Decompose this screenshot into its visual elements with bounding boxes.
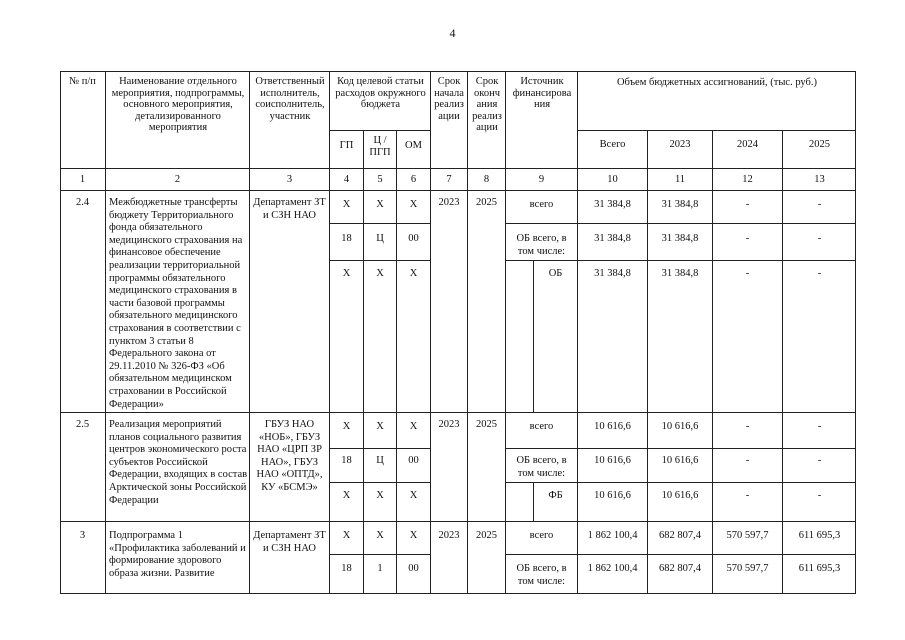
amount-total: 10 616,6 <box>594 455 631 466</box>
amount-2025: - <box>817 233 822 244</box>
code-om: Х <box>409 490 418 501</box>
header-source: Источник финансирова ния <box>512 76 572 110</box>
col-number: 12 <box>742 174 753 185</box>
code-gp: Х <box>342 490 351 501</box>
code-om: Х <box>409 530 418 541</box>
funding-source: ОБ всего, в том числе: <box>516 563 567 587</box>
amount-total: 31 384,8 <box>594 199 631 210</box>
col-number: 9 <box>538 174 545 185</box>
funding-source: всего <box>529 199 554 210</box>
row-executor: Департамент ЗТ и СЗН НАО <box>253 197 326 221</box>
page-number: 4 <box>449 26 456 40</box>
code-om: Х <box>409 268 418 279</box>
funding-source: ФБ <box>548 490 563 501</box>
amount-2025: - <box>817 199 822 210</box>
funding-source: ОБ всего, в том числе: <box>516 455 567 479</box>
header-2023: 2023 <box>669 139 691 150</box>
header-num: № п/п <box>69 76 96 87</box>
amount-2025: 611 695,3 <box>798 563 841 574</box>
amount-2023: 31 384,8 <box>661 199 699 210</box>
col-number: 6 <box>410 174 417 185</box>
col-number: 3 <box>286 174 293 185</box>
col-number: 11 <box>674 174 686 185</box>
header-gp: ГП <box>339 140 354 151</box>
amount-2024: - <box>745 421 750 432</box>
amount-2023: 10 616,6 <box>661 490 699 501</box>
funding-source: ОБ <box>548 268 563 279</box>
amount-2023: 682 807,4 <box>659 563 701 574</box>
row-end-year: 2025 <box>476 419 497 430</box>
header-start: Срок начала реализ ации <box>434 76 464 122</box>
amount-total: 31 384,8 <box>594 233 631 244</box>
code-om: 00 <box>408 233 419 244</box>
row-number: 2.5 <box>75 419 90 430</box>
amount-total: 10 616,6 <box>594 490 631 501</box>
row-executor: ГБУЗ НАО «НОБ», ГБУЗ НАО «ЦРП ЗР НАО», ГБУЗ НАО «ОПТД», КУ «БСМЭ» <box>256 419 323 493</box>
row-start-year: 2023 <box>438 419 460 430</box>
col-number: 5 <box>377 174 383 185</box>
row-end-year: 2025 <box>476 197 497 208</box>
header-2024: 2024 <box>737 139 758 150</box>
code-gp: Х <box>342 530 351 541</box>
code-gp: 18 <box>341 233 352 244</box>
amount-2025: - <box>817 455 822 466</box>
code-gp: 18 <box>341 563 352 574</box>
code-c: Х <box>376 530 384 541</box>
header-2025: 2025 <box>809 139 830 150</box>
code-c: Х <box>376 199 384 210</box>
amount-2025: - <box>817 268 822 279</box>
code-gp: Х <box>342 199 351 210</box>
amount-2024: - <box>745 268 750 279</box>
amount-total: 31 384,8 <box>594 268 631 279</box>
amount-2024: 570 597,7 <box>726 530 769 541</box>
row-number: 2.4 <box>75 197 90 208</box>
amount-2023: 31 384,8 <box>661 268 699 279</box>
code-om: Х <box>409 199 418 210</box>
col-number: 10 <box>607 174 618 185</box>
header-executor: Ответственный исполнитель, соисполнитель, участник <box>255 76 325 122</box>
row-number: 3 <box>79 530 86 541</box>
code-gp: Х <box>342 421 351 432</box>
header-om: ОМ <box>405 140 422 151</box>
amount-2025: 611 695,3 <box>798 530 841 541</box>
row-end-year: 2025 <box>476 530 497 541</box>
amount-2024: 570 597,7 <box>726 563 769 574</box>
code-gp: 18 <box>341 455 352 466</box>
amount-2024: - <box>745 199 750 210</box>
amount-total: 1 862 100,4 <box>587 563 638 574</box>
funding-source: ОБ всего, в том числе: <box>516 233 567 257</box>
amount-2023: 10 616,6 <box>661 421 699 432</box>
budget-table <box>60 71 856 594</box>
header-c-pgp: Ц / ПГП <box>369 135 391 158</box>
code-c: Х <box>376 421 384 432</box>
code-c: Ц <box>376 233 384 244</box>
code-c: 1 <box>377 563 383 574</box>
code-gp: Х <box>342 268 351 279</box>
amount-total: 1 862 100,4 <box>587 530 638 541</box>
header-name: Наименование отдельного мероприятия, подпрограммы, основного мероприятия, детализированного мероприятия <box>111 76 245 133</box>
amount-2025: - <box>817 490 822 501</box>
code-om: Х <box>409 421 418 432</box>
col-number: 8 <box>483 174 490 185</box>
amount-2023: 10 616,6 <box>661 455 699 466</box>
funding-source: всего <box>529 421 554 432</box>
col-number: 4 <box>343 174 350 185</box>
header-budget-group: Объем бюджетных ассигнований, (тыс. руб.) <box>616 77 818 88</box>
amount-2024: - <box>745 455 750 466</box>
col-number: 13 <box>814 174 825 185</box>
row-executor: Департамент ЗТ и СЗН НАО <box>253 530 326 554</box>
code-c: Х <box>376 268 384 279</box>
col-number: 7 <box>446 174 452 185</box>
header-code-group: Код целевой статьи расходов окружного бюджета <box>335 76 426 110</box>
code-om: 00 <box>408 563 419 574</box>
code-c: Х <box>376 490 384 501</box>
row-name: Межбюджетные трансферты бюджету Территориального фонда обязательного медицинского страхования на финансовое обеспечение реализации территориальной программы обязательного медицинского страхования в части базовой программы обязательного медицинского страхования в соответствии с пунктом 3 статьи 8 Федерального закона от 29.11.2010 № 326-ФЗ «Об обязательном медицинском страховании в Российской Федерации» <box>109 197 243 410</box>
amount-total: 10 616,6 <box>594 421 631 432</box>
amount-2024: - <box>745 490 750 501</box>
col-number: 2 <box>174 174 181 185</box>
row-start-year: 2023 <box>438 530 460 541</box>
amount-2023: 682 807,4 <box>659 530 701 541</box>
amount-2023: 31 384,8 <box>661 233 699 244</box>
row-name: Реализация мероприятий планов социального развития центров экономического роста субъектов Российской Федерации, входящих в состав Арктической зоны Российской Федерации <box>109 419 248 506</box>
funding-source: всего <box>529 530 554 541</box>
code-om: 00 <box>408 455 419 466</box>
amount-2025: - <box>817 421 822 432</box>
row-start-year: 2023 <box>438 197 460 208</box>
code-c: Ц <box>376 455 384 466</box>
header-total: Всего <box>599 139 626 150</box>
amount-2024: - <box>745 233 750 244</box>
col-number: 1 <box>79 174 86 185</box>
row-name: Подпрограмма 1 «Профилактика заболеваний и формирование здорового образа жизни. Развитие <box>109 530 246 579</box>
header-end: Срок оконч ания реализ ации <box>472 76 502 133</box>
